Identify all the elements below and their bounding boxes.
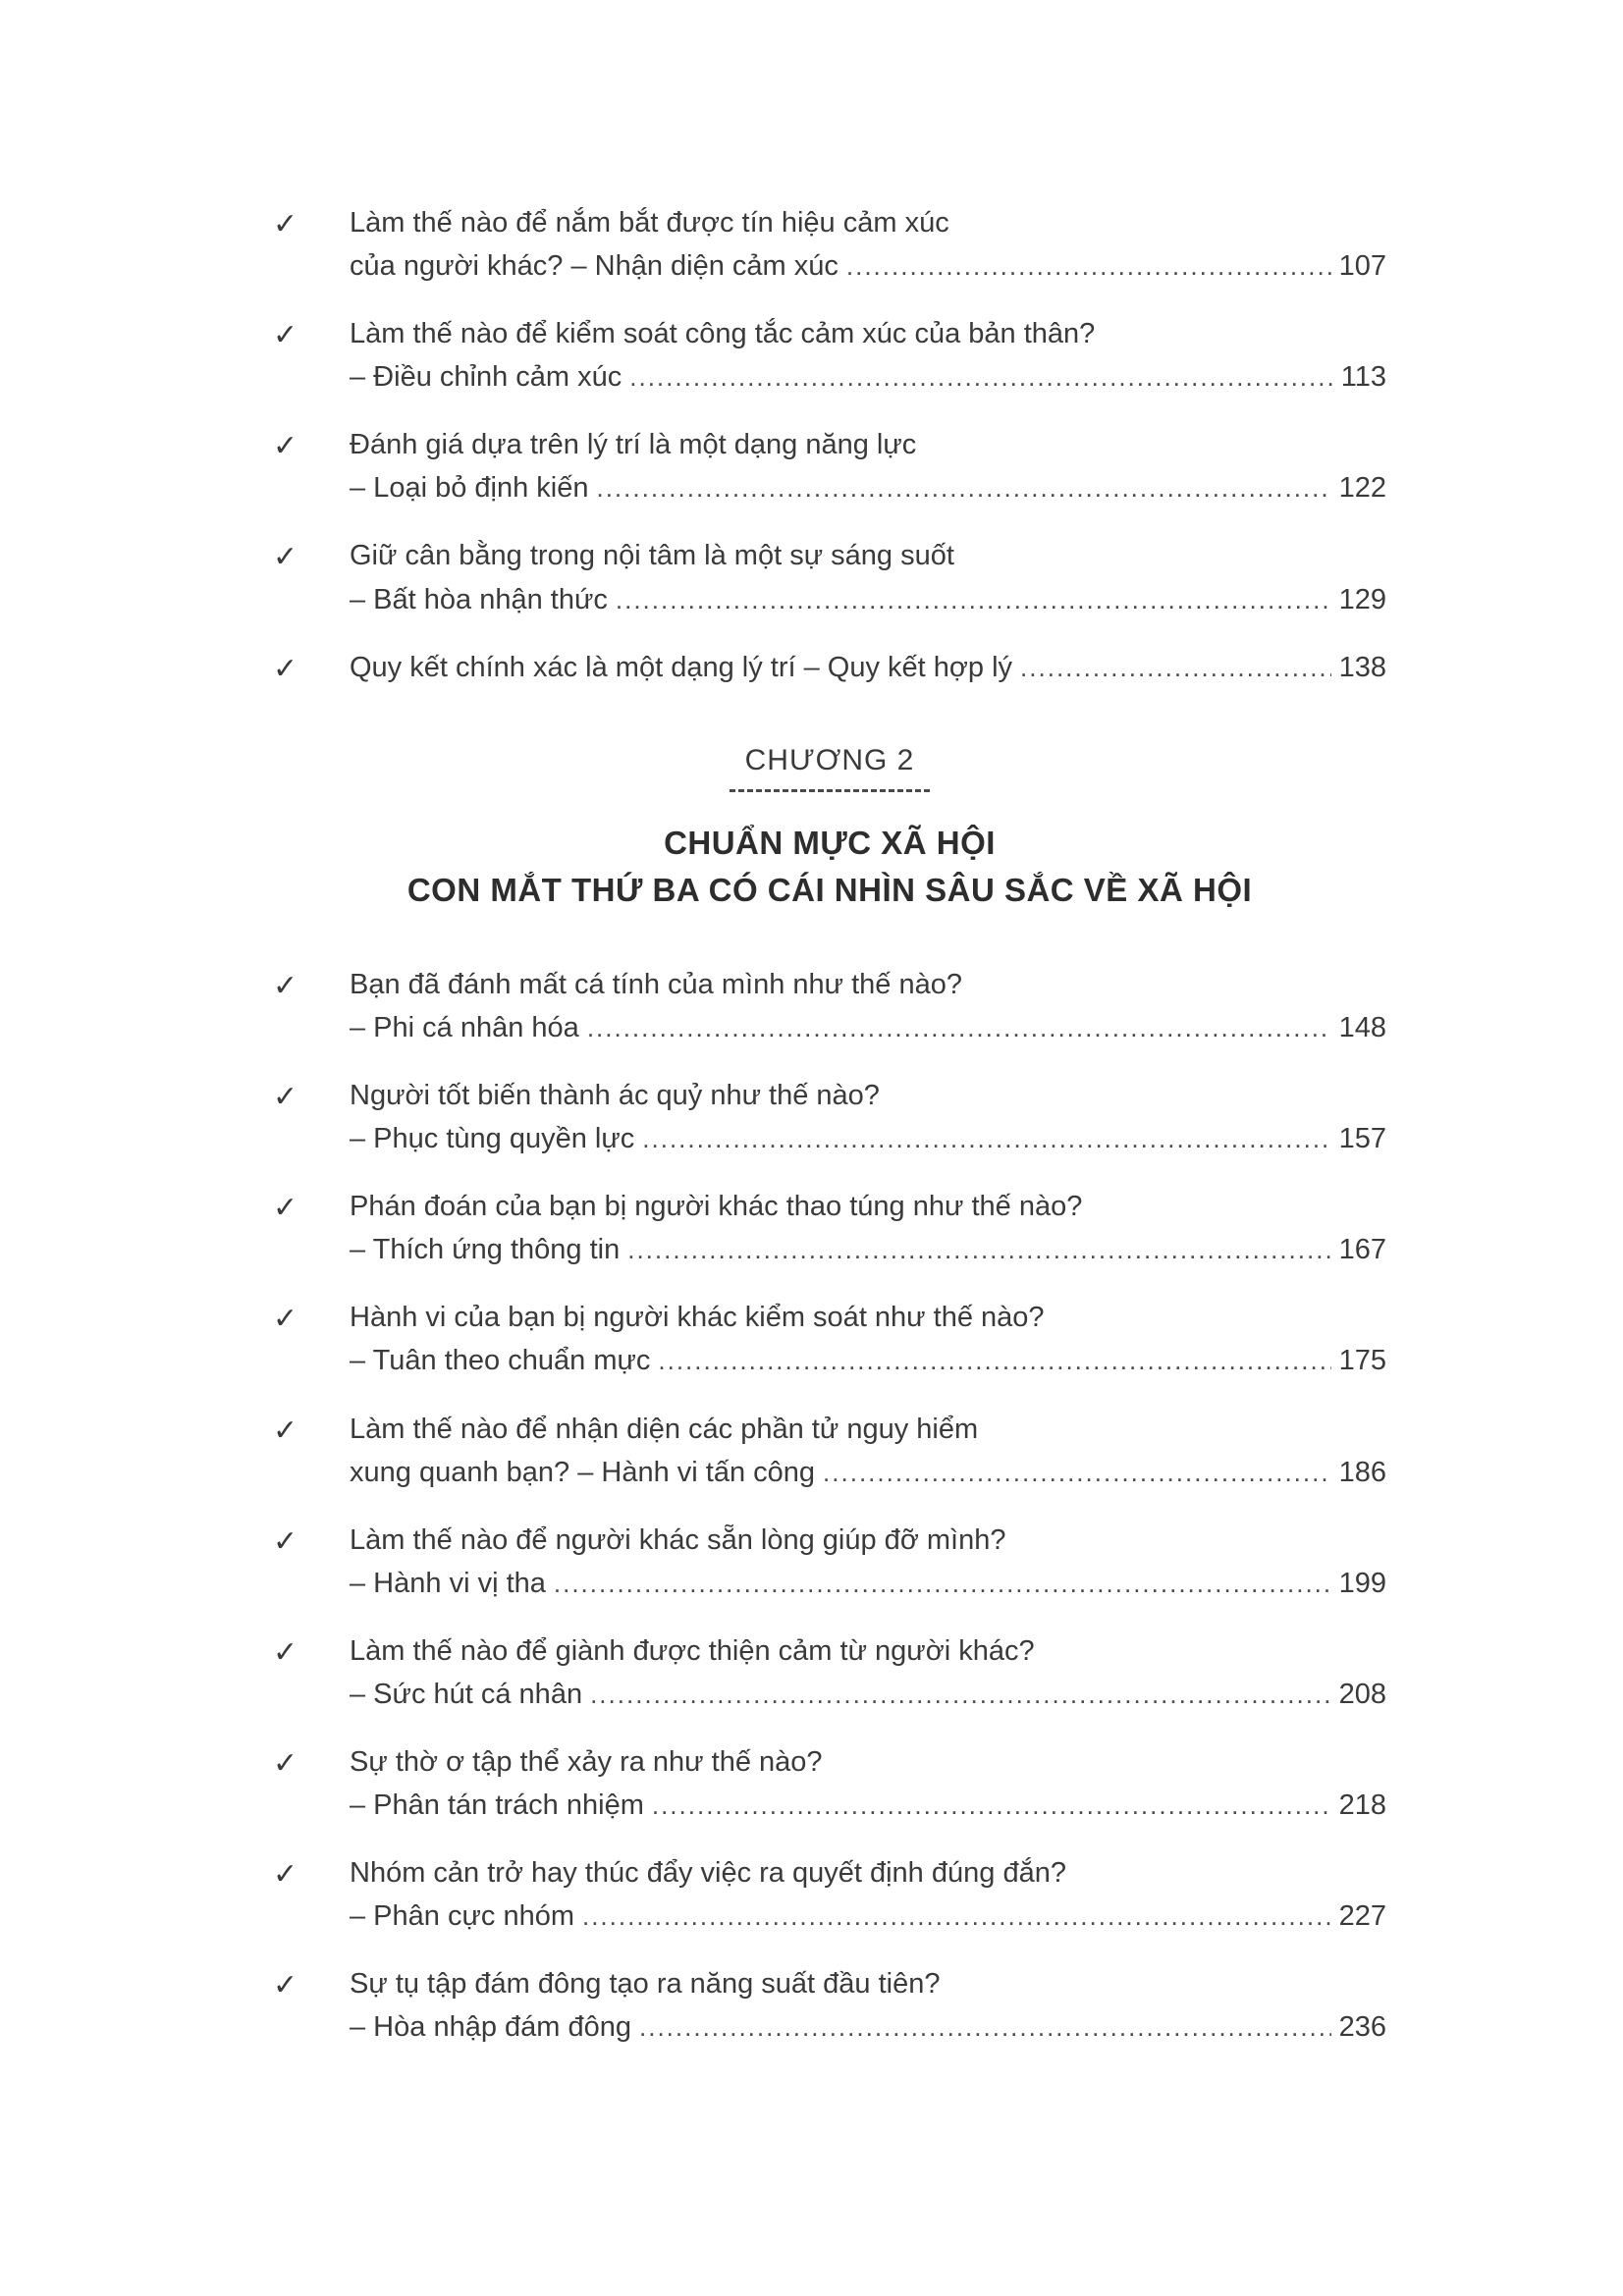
toc-entry: [273, 963, 1386, 1049]
entry-last-line: [350, 244, 1386, 288]
entry-last-line: [350, 1784, 1386, 1827]
entry-first-line: Nhóm cản trở hay thúc đẩy việc ra quyết định đúng đắn?: [350, 1857, 1066, 1890]
toc-entry-lines: [350, 1519, 1386, 1605]
toc-list-chapter2: [273, 963, 1386, 2050]
entry-last-line: [350, 1451, 1386, 1494]
entry-last-line-text: – Thích ứng thông tin: [350, 1234, 621, 1266]
entry-last-line-text: – Hành vi vị tha: [350, 1567, 546, 1599]
check-icon: ✓: [273, 1303, 298, 1336]
entry-last-line: [350, 1117, 1386, 1160]
toc-entry: [273, 1519, 1386, 1605]
dot-leader: [590, 1673, 1331, 1716]
toc-entry: [273, 1408, 1386, 1494]
check-icon: ✓: [273, 969, 298, 1002]
toc-entry-lines: [350, 646, 1386, 692]
toc-list-chapter1: [273, 201, 1386, 691]
entry-last-line: [350, 1673, 1386, 1716]
dot-leader: [629, 355, 1333, 399]
toc-content: [273, 201, 1386, 2073]
entry-last-line-text: – Tuân theo chuẩn mực: [350, 1345, 651, 1377]
toc-entry-lines: [350, 1074, 1386, 1160]
entry-page-number: 122: [1338, 472, 1386, 505]
entry-last-line-text: – Phân cực nhóm: [350, 1900, 574, 1933]
entry-last-line-text: – Điều chỉnh cảm xúc: [350, 361, 622, 394]
entry-page-number: 218: [1338, 1789, 1386, 1822]
toc-entry: [273, 201, 1386, 288]
entry-page-number: 157: [1338, 1123, 1386, 1155]
check-icon: ✓: [273, 1192, 298, 1225]
entry-last-line-text: xung quanh bạn? – Hành vi tấn công: [350, 1456, 816, 1488]
entry-last-line: [350, 1895, 1386, 1938]
toc-entry-lines: [350, 1185, 1386, 1271]
entry-page-number: 113: [1340, 361, 1386, 394]
check-icon: ✓: [273, 652, 298, 685]
entry-page-number: 236: [1338, 2011, 1386, 2044]
entry-last-line-text: – Sức hút cá nhân: [350, 1678, 583, 1710]
entry-page-number: 148: [1338, 1011, 1386, 1043]
entry-first-line: Làm thế nào để nhận diện các phần tử nguy hiểm: [350, 1413, 979, 1445]
entry-last-line-text: của người khác? – Nhận diện cảm xúc: [350, 250, 839, 283]
entry-first-line: Giữ cân bằng trong nội tâm là một sự sáng suốt: [350, 540, 954, 572]
toc-entry-lines: [350, 423, 1386, 509]
entry-first-line: Bạn đã đánh mất cá tính của mình như thế nào?: [350, 968, 963, 1000]
entry-last-line-text: – Hòa nhập đám đông: [350, 2011, 631, 2044]
dot-leader: [596, 466, 1330, 509]
dot-leader: [1020, 646, 1331, 689]
entry-last-line-text: Quy kết chính xác là một dạng lý trí – Quy kết hợp lý: [350, 651, 1013, 683]
entry-page-number: 129: [1338, 583, 1386, 615]
entry-first-line: Phán đoán của bạn bị người khác thao túng như thế nào?: [350, 1191, 1083, 1223]
chapter-title-line1: CHUẨN MỰC XÃ HỘI: [664, 825, 996, 862]
toc-entry: [273, 1851, 1386, 1938]
toc-entry-lines: [350, 1296, 1386, 1382]
entry-last-line-text: – Phục tùng quyền lực: [350, 1123, 635, 1155]
entry-last-line: [350, 1228, 1386, 1271]
check-icon: ✓: [273, 208, 298, 240]
dot-leader: [652, 1784, 1331, 1827]
dot-leader: [639, 2005, 1331, 2049]
chapter-heading-block: [273, 744, 1386, 914]
toc-entry: [273, 534, 1386, 620]
entry-last-line: [350, 578, 1386, 621]
dot-leader: [582, 1895, 1331, 1938]
check-icon: ✓: [273, 319, 298, 352]
entry-page-number: 107: [1338, 250, 1386, 283]
entry-page-number: 186: [1338, 1456, 1386, 1488]
check-icon: ✓: [273, 1858, 298, 1892]
dot-leader: [658, 1339, 1330, 1382]
toc-entry-lines: [350, 963, 1386, 1049]
toc-entry: [273, 423, 1386, 509]
entry-page-number: 208: [1338, 1678, 1386, 1710]
toc-entry: [273, 1740, 1386, 1827]
entry-page-number: 138: [1338, 651, 1386, 683]
entry-page-number: 167: [1338, 1234, 1386, 1266]
entry-last-line: [350, 2005, 1386, 2049]
toc-entry-lines: [350, 1962, 1386, 2049]
toc-entry: [273, 312, 1386, 399]
check-icon: ✓: [273, 1081, 298, 1114]
dot-leader: [616, 578, 1331, 621]
toc-entry: [273, 1185, 1386, 1271]
toc-entry-lines: [350, 534, 1386, 620]
entry-first-line: Sự tụ tập đám đông tạo ra năng suất đầu tiên?: [350, 1968, 941, 2001]
entry-first-line: Sự thờ ơ tập thể xảy ra như thế nào?: [350, 1746, 823, 1778]
entry-first-line: Làm thế nào để nắm bắt được tín hiệu cảm xúc: [350, 207, 949, 239]
chapter-label-row: [273, 744, 1386, 792]
entry-first-line: Đánh giá dựa trên lý trí là một dạng năng lực: [350, 429, 917, 461]
entry-last-line: [350, 355, 1386, 399]
dot-leader: [554, 1562, 1331, 1605]
check-icon: ✓: [273, 1524, 298, 1558]
toc-entry: [273, 646, 1386, 692]
entry-last-line: [350, 646, 1386, 689]
dot-leader: [846, 244, 1331, 288]
entry-first-line: Hành vi của bạn bị người khác kiểm soát như thế nào?: [350, 1302, 1045, 1334]
toc-entry-lines: [350, 1408, 1386, 1494]
check-icon: ✓: [273, 1969, 298, 2002]
chapter-label: CHƯƠNG 2: [730, 744, 931, 792]
entry-page-number: 199: [1338, 1567, 1386, 1599]
toc-entry-lines: [350, 201, 1386, 288]
check-icon: ✓: [273, 1747, 298, 1780]
dot-leader: [627, 1228, 1330, 1271]
dot-leader: [642, 1117, 1330, 1160]
chapter-title-line2: CON MẮT THỨ BA CÓ CÁI NHÌN SÂU SẮC VỀ XÃ HỘI: [406, 872, 1253, 909]
entry-last-line: [350, 1006, 1386, 1049]
entry-last-line-text: – Bất hòa nhận thức: [350, 583, 608, 615]
check-icon: ✓: [273, 1414, 298, 1447]
check-icon: ✓: [273, 1635, 298, 1669]
toc-entry: [273, 1962, 1386, 2049]
dot-leader: [823, 1451, 1331, 1494]
toc-entry-lines: [350, 1851, 1386, 1938]
entry-page-number: 175: [1338, 1345, 1386, 1377]
entry-last-line: [350, 1339, 1386, 1382]
check-icon: ✓: [273, 541, 298, 574]
entry-first-line: Làm thế nào để người khác sẵn lòng giúp đỡ mình?: [350, 1523, 1006, 1556]
check-icon: ✓: [273, 430, 298, 463]
toc-entry: [273, 1629, 1386, 1716]
entry-last-line: [350, 1562, 1386, 1605]
dot-leader: [587, 1006, 1331, 1049]
entry-last-line: [350, 466, 1386, 509]
entry-first-line: Làm thế nào để kiểm soát công tắc cảm xúc của bản thân?: [350, 318, 1096, 350]
entry-first-line: Làm thế nào để giành được thiện cảm từ người khác?: [350, 1634, 1035, 1667]
chapter-title: [273, 820, 1386, 914]
toc-entry-lines: [350, 312, 1386, 399]
entry-first-line: Người tốt biến thành ác quỷ như thế nào?: [350, 1080, 880, 1112]
entry-last-line-text: – Phi cá nhân hóa: [350, 1011, 579, 1043]
entry-last-line-text: – Loại bỏ định kiến: [350, 472, 589, 505]
toc-entry: [273, 1074, 1386, 1160]
toc-entry-lines: [350, 1740, 1386, 1827]
entry-page-number: 227: [1338, 1900, 1386, 1933]
toc-entry: [273, 1296, 1386, 1382]
entry-last-line-text: – Phân tán trách nhiệm: [350, 1789, 644, 1822]
toc-entry-lines: [350, 1629, 1386, 1716]
